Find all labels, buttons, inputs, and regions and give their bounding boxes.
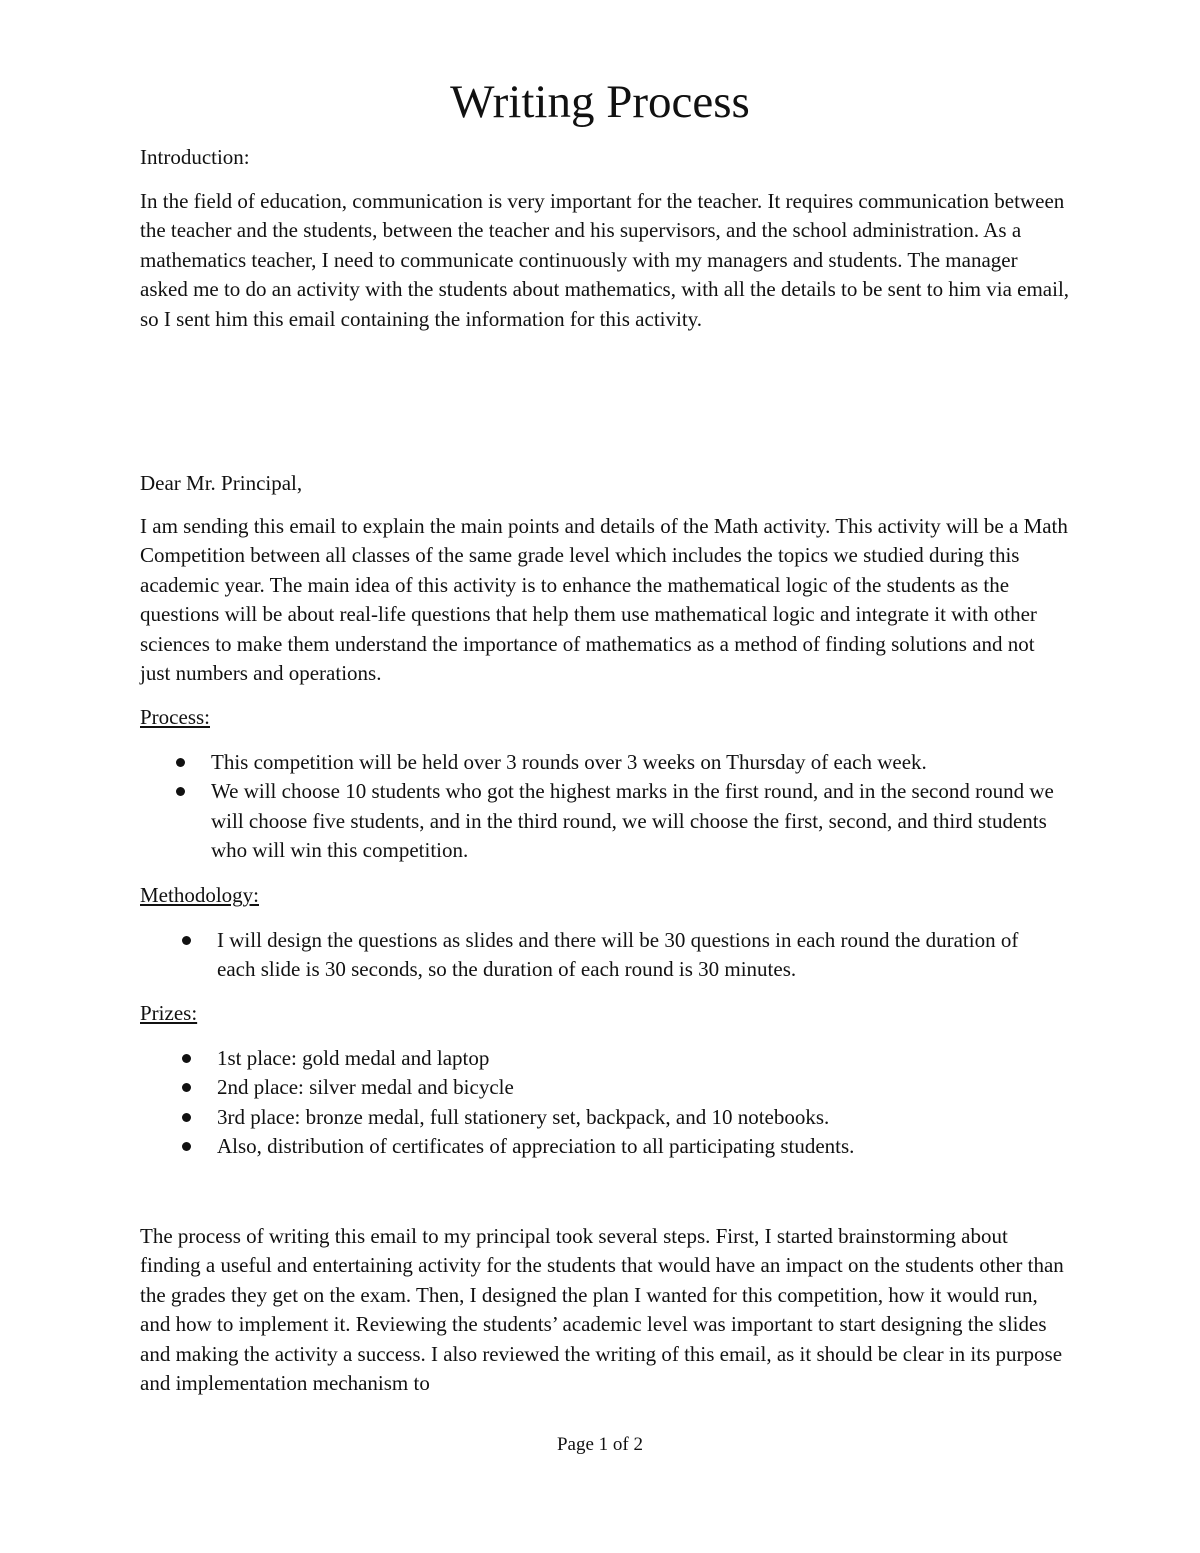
email-body-paragraph: I am sending this email to explain the main points and details of the Math activity. This activity will be a Math Competition between all classes of the same grade level which includes the topics we studied during this academic year. The main idea of this activity is to enhance the mathematical logic of the students as the questions will be about real-life questions that help them use mathematical logic and integrate it with other sciences to make them understand the importance of mathematics as a method of finding solutions and not just numbers and operations. (140, 514, 1068, 686)
closing-paragraph: The process of writing this email to my principal took several steps. First, I started brainstorming about finding a useful and entertaining activity for the students that would have an impact on the students other than the grades they get on the exam. Then, I designed the plan I wanted for this competition, how it would run, and how to implement it. Reviewing the students’ academic level was important to start designing the slides and making the activity a success. I also reviewed the writing of this email, as it should be clear in its purpose and implementation mechanism to (140, 1224, 1064, 1396)
bullet-icon (176, 787, 185, 796)
prizes-list-item (217, 1073, 1067, 1102)
methodology-item-text: I will design the questions as slides and there will be 30 questions in each round the duration of each slide is 30 seconds, so the duration of each round is 30 minutes. (217, 928, 1019, 982)
introduction-paragraph: In the field of education, communication is very important for the teacher. It requires communication between the teacher and the students, between the teacher and his supervisors, and the school administration. As a mathematics teacher, I need to communicate continuously with my managers and students. The manager asked me to do an activity with the students about mathematics, with all the details to be sent to him via email, so I sent him this email containing the information for this activity. (140, 189, 1070, 331)
prizes-list-item (217, 1103, 1067, 1132)
process-heading (140, 703, 1070, 732)
prizes-heading-text: Prizes: (140, 1001, 198, 1025)
bullet-icon (182, 1113, 191, 1122)
methodology-heading-text: Methodology: (140, 883, 259, 907)
prize-item-text: 1st place: gold medal and laptop (217, 1046, 490, 1070)
methodology-list-item (217, 926, 1057, 985)
prizes-heading (140, 999, 1070, 1028)
process-item-text: This competition will be held over 3 rounds over 3 weeks on Thursday of each week. (211, 750, 927, 774)
methodology-list (217, 926, 1057, 985)
introduction-label: Introduction: (140, 145, 250, 169)
prizes-list-item (217, 1132, 1067, 1161)
bullet-icon (176, 758, 185, 767)
page-number-footer: Page 1 of 2 (556, 1434, 643, 1455)
bullet-icon (182, 1083, 191, 1092)
bullet-icon (182, 1142, 191, 1151)
bullet-icon (182, 936, 191, 945)
document-title: Writing Process (450, 76, 750, 128)
prize-item-text: 3rd place: bronze medal, full stationery set, backpack, and 10 notebooks. (217, 1104, 830, 1129)
process-list-item (211, 748, 1061, 777)
process-list-item (211, 777, 1061, 865)
process-list (211, 748, 1061, 866)
prize-item-text: Also, distribution of certificates of appreciation to all participating students. (217, 1134, 855, 1159)
process-item-text: We will choose 10 students who got the highest marks in the first round, and in the second round we will choose five students, and in the third round, we will choose the first, second, and third students who will win this competition. (211, 779, 1054, 863)
methodology-heading (140, 881, 1070, 910)
prizes-list (217, 1044, 1067, 1162)
prizes-list-item (217, 1044, 1067, 1073)
bullet-icon (182, 1054, 191, 1063)
prize-item-text: 2nd place: silver medal and bicycle (217, 1075, 514, 1100)
email-salutation: Dear Mr. Principal, (140, 471, 303, 495)
process-heading-text: Process: (140, 705, 210, 729)
